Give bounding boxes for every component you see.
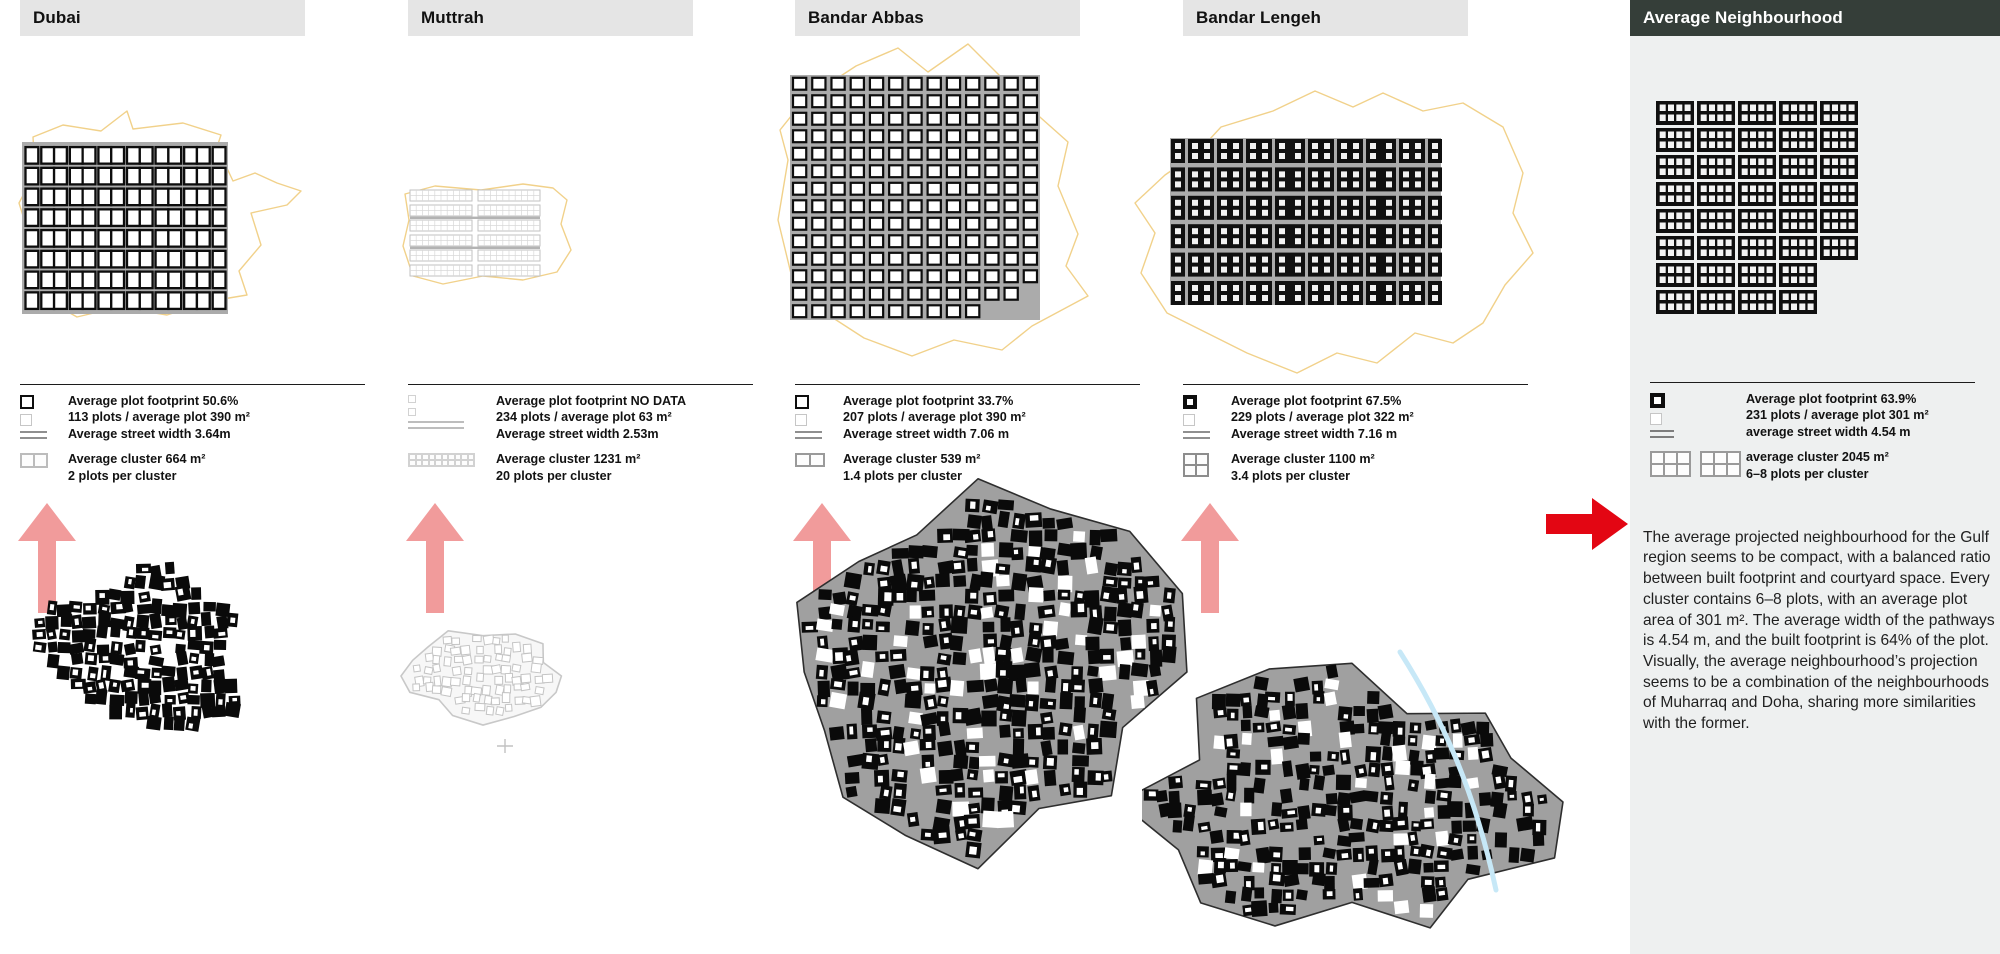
plot-outline-icon [1650, 413, 1662, 425]
street-width-icon [408, 421, 464, 429]
street-width-label: Average street width 2.53m [496, 426, 659, 441]
cluster-grid-icon [20, 453, 48, 468]
column-title: Bandar Lengeh [1196, 8, 1322, 27]
column-header [795, 0, 1080, 36]
plot-footprint-icon [795, 395, 809, 409]
plot-footprint-label: Average plot footprint NO DATA [496, 394, 687, 408]
plots-per-cluster-label: 2 plots per cluster [68, 468, 177, 483]
plot-outline-icon [1183, 414, 1195, 426]
plot-footprint-label: Average plot footprint 63.9% [1746, 392, 1917, 406]
legend [408, 393, 770, 484]
plot-footprint-label: Average plot footprint 33.7% [843, 394, 1014, 408]
plots-average-label: 113 plots / average plot 390 m² [68, 410, 250, 425]
plot-outline-icon [795, 414, 807, 426]
right-arrow-icon [1546, 492, 1628, 556]
column-header [408, 0, 693, 36]
street-width-icon [20, 431, 47, 439]
plot-footprint-icon [1183, 395, 1197, 409]
bandar-abbas-organic-map [762, 476, 1198, 872]
street-width-label: Average street width 7.16 m [1231, 426, 1398, 441]
plots-per-cluster-label: 1.4 plots per cluster [843, 468, 962, 483]
column-muttrah [408, 0, 778, 954]
plot-outline-icon [20, 414, 32, 426]
up-arrow-icon [406, 503, 464, 613]
plot-footprint-icon [408, 395, 416, 403]
legend [1650, 391, 1992, 482]
plots-per-cluster-label: 3.4 plots per cluster [1231, 468, 1350, 483]
legend [795, 393, 1157, 484]
divider-line [20, 384, 365, 385]
column-header [20, 0, 305, 36]
bandar-abbas-idealized-plan [770, 38, 1105, 368]
street-width-icon [1650, 430, 1674, 438]
divider-line [795, 384, 1140, 385]
cluster-grid-icon [1183, 453, 1209, 477]
column-title: Muttrah [421, 8, 485, 27]
plots-per-cluster-label: 6–8 plots per cluster [1746, 466, 1869, 481]
plots-average-label: 229 plots / average plot 322 m² [1231, 410, 1414, 425]
bandar-lengeh-organic-map [1142, 638, 1566, 954]
legend-icons [1183, 393, 1231, 442]
plots-per-cluster-label: 20 plots per cluster [496, 468, 612, 483]
column-title: Bandar Abbas [808, 8, 924, 27]
plot-outline-icon [408, 408, 416, 416]
cluster-grid-icon [1650, 451, 1741, 477]
cluster-area-label: average cluster 2045 m² [1746, 450, 1889, 465]
street-width-label: Average street width 7.06 m [843, 426, 1010, 441]
legend-icons [20, 393, 68, 442]
plot-footprint-label: Average plot footprint 67.5% [1231, 394, 1402, 408]
dubai-organic-map [22, 548, 278, 744]
cluster-area-label: Average cluster 1231 m² [496, 452, 641, 467]
average-description-text: The average projected neighbourhood for the Gulf region seems to be compact, with a balanced ratio between built footprint and courtyard space. Every cluster contains 6–8 plots, with an average plot area of 301 m². The average width of the pathways is 4.54 m, and the built footprint is 64% of the plot. Visually, the average neighbourhood’s projection seems to be a combination of the neighbourhoods of Muharraq and Doha, sharing more similarities with the former. [1643, 528, 1995, 733]
muttrah-idealized-plan [395, 172, 595, 307]
cluster-area-label: Average cluster 539 m² [843, 452, 981, 467]
average-idealized-plan [1648, 95, 1878, 315]
legend-icons [1650, 391, 1746, 440]
column-header [1183, 0, 1468, 36]
plot-footprint-label: Average plot footprint 50.6% [68, 394, 239, 408]
cluster-grid-icon [408, 453, 475, 467]
cluster-area-label: Average cluster 664 m² [68, 452, 206, 467]
street-width-icon [795, 431, 822, 439]
street-width-label: average street width 4.54 m [1746, 424, 1911, 439]
street-width-icon [1183, 431, 1210, 439]
legend-icons [795, 393, 843, 442]
column-header [1630, 0, 2000, 36]
plots-average-label: 207 plots / average plot 390 m² [843, 410, 1026, 425]
muttrah-organic-map [393, 618, 577, 758]
column-title: Average Neighbourhood [1643, 8, 1843, 27]
street-width-label: Average street width 3.64m [68, 426, 231, 441]
cluster-area-label: Average cluster 1100 m² [1231, 452, 1375, 467]
cluster-grid-icon [795, 453, 825, 467]
plot-footprint-icon [1650, 393, 1665, 408]
bandar-lengeh-idealized-plan [1125, 85, 1545, 385]
legend [1183, 393, 1545, 484]
divider-line [408, 384, 753, 385]
plots-average-label: 234 plots / average plot 63 m² [496, 410, 672, 425]
dubai-idealized-plan [15, 85, 375, 325]
legend [20, 393, 382, 484]
legend-icons [408, 393, 496, 442]
column-title: Dubai [33, 8, 81, 27]
plots-average-label: 231 plots / average plot 301 m² [1746, 408, 1929, 423]
plot-footprint-icon [20, 395, 34, 409]
divider-line [1650, 382, 1975, 383]
